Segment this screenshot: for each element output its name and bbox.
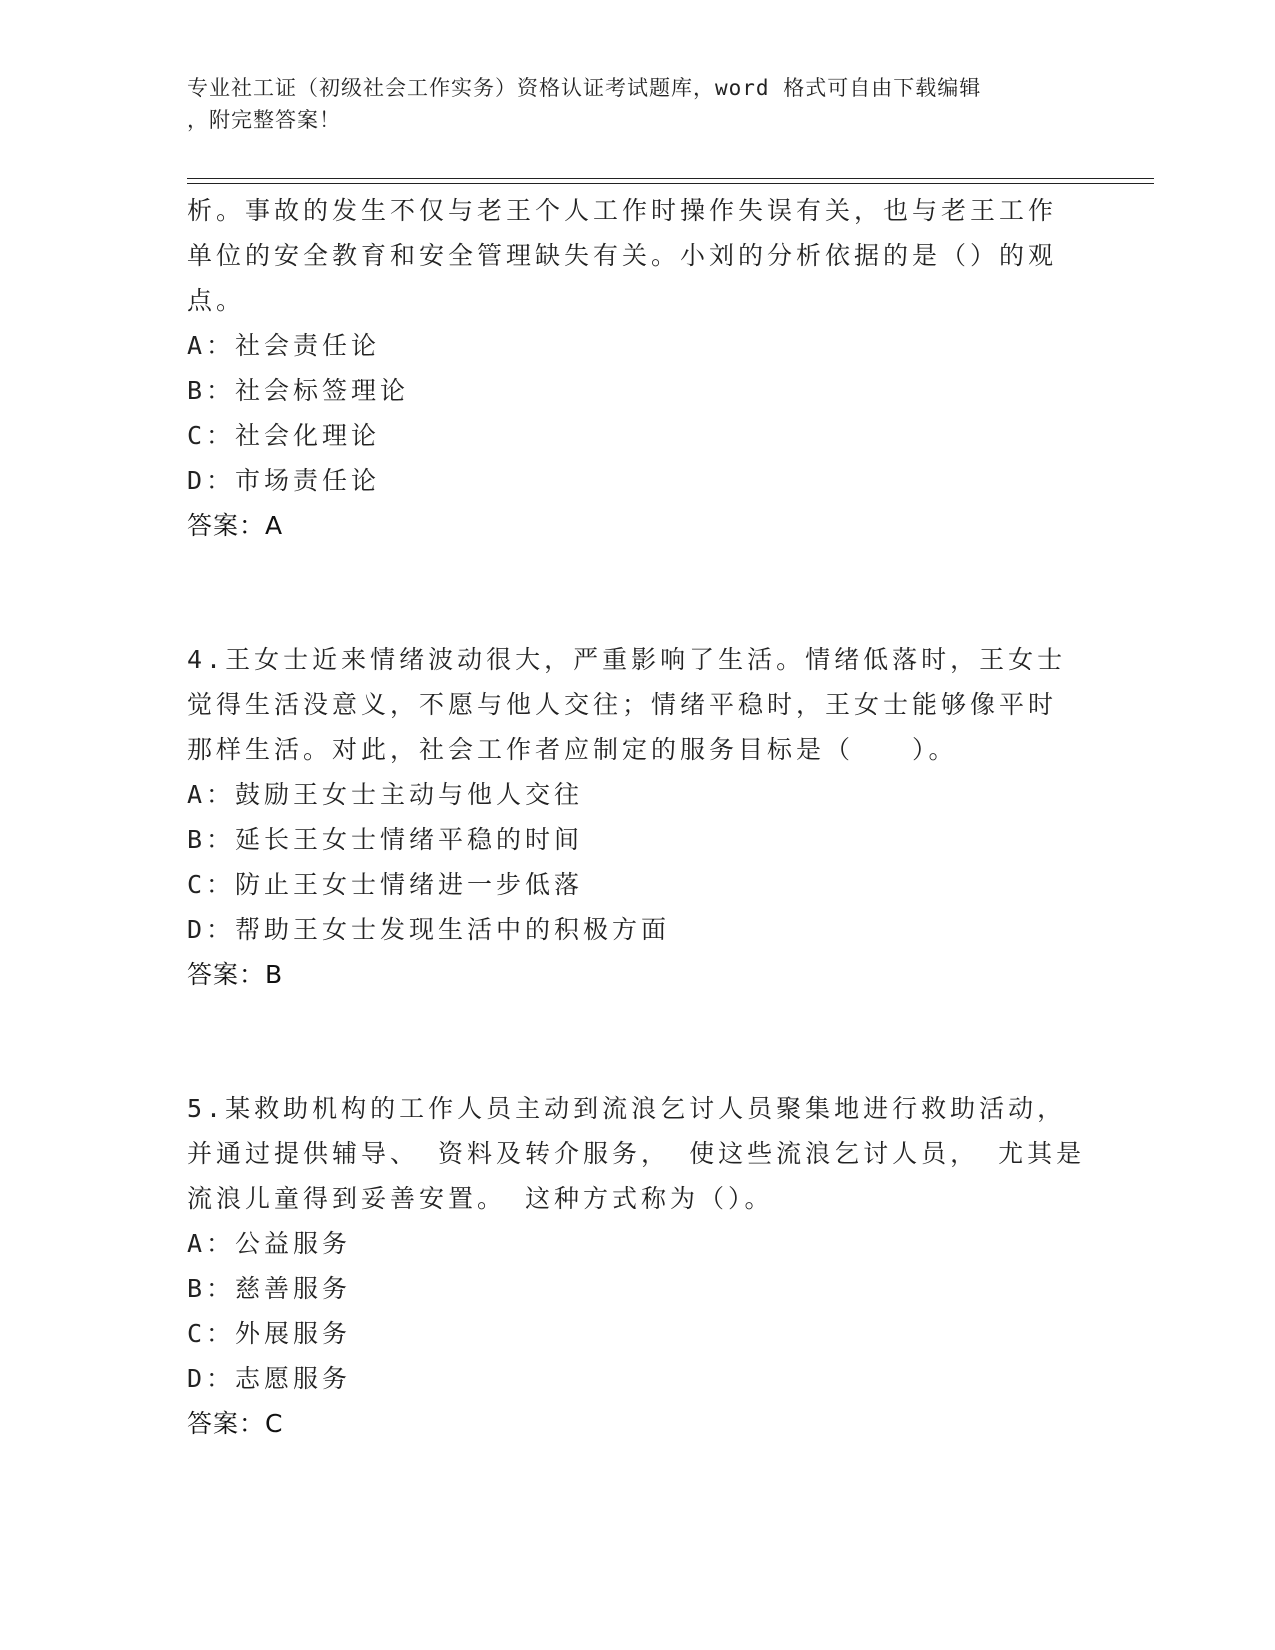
option-d: D：市场责任论	[187, 466, 381, 495]
spacer	[187, 998, 1087, 1086]
answer-label: 答案：B	[187, 960, 284, 989]
option-c: C：外展服务	[187, 1319, 352, 1348]
option-b: B：慈善服务	[187, 1274, 352, 1303]
header-title-line-1: 专业社工证（初级社会工作实务）资格认证考试题库，word 格式可自由下载编辑	[187, 76, 982, 100]
question-stem-line: 点。	[187, 286, 246, 315]
option-d: D：志愿服务	[187, 1364, 352, 1393]
option-b: B：延长王女士情绪平稳的时间	[187, 825, 584, 854]
question-stem-line: 4.王女士近来情绪波动很大，严重影响了生活。情绪低落时，王女士	[187, 645, 1067, 674]
question-5	[187, 1086, 1087, 1447]
header-title-line-2: ，附完整答案！	[187, 108, 341, 132]
question-list	[187, 188, 1087, 1447]
question-4	[187, 637, 1087, 998]
question-stem-line: 那样生活。对此，社会工作者应制定的服务目标是（ ）。	[187, 735, 958, 764]
question-stem-line: 并通过提供辅导、 资料及转介服务， 使这些流浪乞讨人员， 尤其是	[187, 1139, 1086, 1168]
option-c: C：社会化理论	[187, 421, 381, 450]
question-3	[187, 188, 1087, 549]
answer-label: 答案：C	[187, 1409, 284, 1438]
option-a: A：鼓励王女士主动与他人交往	[187, 780, 584, 809]
question-stem-line: 析。事故的发生不仅与老王个人工作时操作失误有关，也与老王工作	[187, 196, 1058, 225]
option-a: A：公益服务	[187, 1229, 352, 1258]
question-stem-line: 单位的安全教育和安全管理缺失有关。小刘的分析依据的是（）的观	[187, 241, 1058, 270]
question-stem-line: 5.某救助机构的工作人员主动到流浪乞讨人员聚集地进行救助活动，	[187, 1094, 1067, 1123]
option-b: B：社会标签理论	[187, 376, 410, 405]
option-d: D：帮助王女士发现生活中的积极方面	[187, 915, 671, 944]
header-divider-top	[187, 178, 1154, 179]
answer-label: 答案：A	[187, 511, 284, 540]
question-stem-line: 流浪儿童得到妥善安置。 这种方式称为（）。	[187, 1184, 774, 1213]
option-c: C：防止王女士情绪进一步低落	[187, 870, 584, 899]
document-header	[187, 72, 1067, 136]
option-a: A：社会责任论	[187, 331, 381, 360]
spacer	[187, 549, 1087, 637]
question-stem-line: 觉得生活没意义，不愿与他人交往；情绪平稳时，王女士能够像平时	[187, 690, 1058, 719]
header-divider-bottom	[187, 183, 1154, 184]
